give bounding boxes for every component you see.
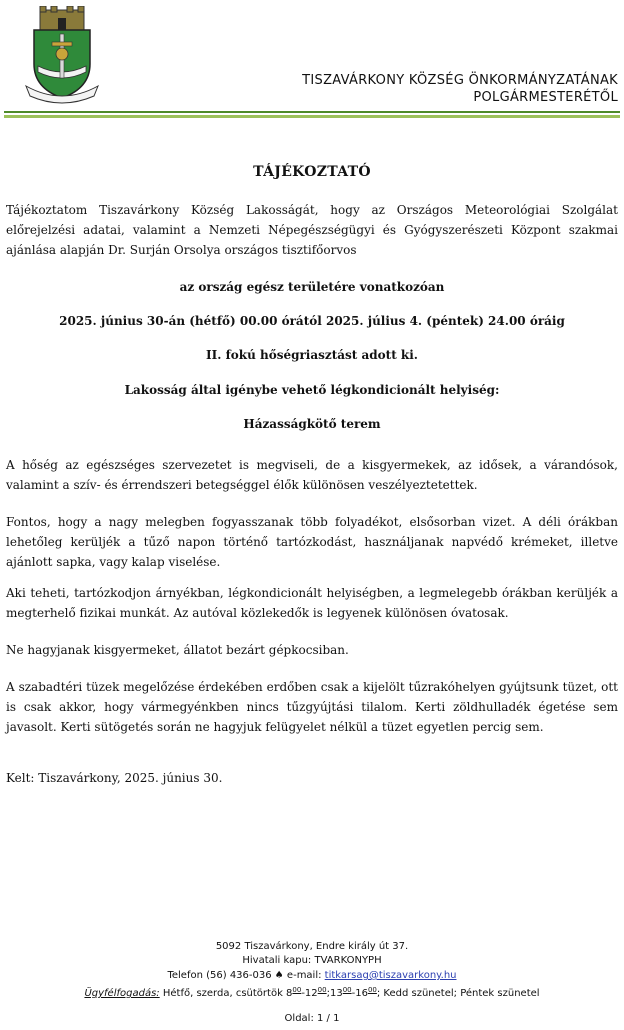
document-title: TÁJÉKOZTATÓ	[253, 164, 371, 180]
footer-contact	[0, 969, 624, 983]
period-line: 2025. június 30-án (hétfő) 00.00 órától 2025. július 4. (péntek) 24.00 óráig	[59, 314, 565, 328]
header-rule-dark	[4, 111, 620, 113]
hours-mid-3: -16	[351, 988, 368, 999]
header-rule-light	[4, 115, 620, 118]
hours-rest: ; Kedd szünetel; Péntek szünetel	[376, 988, 540, 999]
hours-sup-3: 00	[342, 986, 352, 994]
room-heading: Lakosság által igénybe vehető légkondicionált helyiség:	[124, 383, 500, 397]
hours-mid-2: ;13	[326, 988, 343, 999]
hours-days: Hétfő, szerda, csütörtök 8	[162, 988, 293, 999]
alert-line: II. fokú hőségriasztást adott ki.	[206, 348, 418, 362]
intro-paragraph: Tájékoztatom Tiszavárkony Község Lakosságát, hogy az Országos Meteorológiai Szolgálat előrejelzési adatai, valamint a Nemzeti Népegészségügyi és Gyógyszerészeti Központ szakmai ajánlása alapján Dr. Surján Orsolya országos tisztifőorvos	[6, 203, 618, 257]
paragraph-1: A hőség az egészséges szervezetet is megviseli, de a kisgyermekek, az idősek, a várandósok, valamint a szív- és érrendszeri betegséggel élők különösen veszélyeztetettek.	[6, 458, 618, 492]
page-number: Oldal: 1 / 1	[284, 1013, 340, 1024]
dated-line: Kelt: Tiszavárkony, 2025. június 30.	[6, 771, 223, 785]
email-link[interactable]: titkarsag@tiszavarkony.hu	[324, 970, 457, 981]
footer-address: 5092 Tiszavárkony, Endre király út 37.	[215, 941, 409, 952]
hours-sup-4: 00	[367, 986, 377, 994]
paragraph-3: Aki teheti, tartózkodjon árnyékban, légkondicionált helyiségben, a legmelegebb órákban kerüljék a megterhelő fizikai munkát. Az autóval közlekedők is legyenek különösen óvatosak.	[6, 586, 618, 620]
hours-label: Ügyfélfogadás:	[84, 988, 160, 999]
footer-phone: Telefon (56) 436-036 ♠ e-mail:	[167, 970, 322, 981]
scope-line: az ország egész területére vonatkozóan	[179, 280, 445, 294]
hours-mid-1: -12	[301, 988, 318, 999]
issuer-heading	[302, 72, 618, 106]
room-name: Házasságkötő terem	[243, 417, 381, 431]
coat-of-arms-icon	[24, 6, 100, 106]
footer-gate: Hivatali kapu: TVARKONYPH	[242, 955, 382, 966]
issuer-line-2: POLGÁRMESTERÉTŐL	[473, 90, 618, 105]
hours-sup-2: 00	[317, 986, 327, 994]
footer-hours	[0, 983, 624, 1001]
issuer-line-1: TISZAVÁRKONY KÖZSÉG ÖNKORMÁNYZATÁNAK	[302, 73, 618, 88]
paragraph-4: Ne hagyjanak kisgyermeket, állatot bezárt gépkocsiban.	[6, 643, 349, 657]
paragraph-2: Fontos, hogy a nagy melegben fogyasszanak több folyadékot, elsősorban vizet. A déli órákban lehetőleg kerüljék a tűző napon történő tartózkodást, használjanak napvédő krémeket, illetve ajánlott sapka, vagy kalap viselése.	[6, 515, 618, 569]
paragraph-5: A szabadtéri tüzek megelőzése érdekében erdőben csak a kijelölt tűzrakóhelyen gyújtsunk tüzet, ott is csak akkor, hogy vármegyénkben nincs tűzgyújtási tilalom. Kerti zöldhulladék égetése sem javasolt. Kerti sütögetés során ne hagyjuk felügyelet nélkül a tüzet egyetlen percig sem.	[6, 680, 618, 734]
hours-sup-1: 00	[292, 986, 302, 994]
